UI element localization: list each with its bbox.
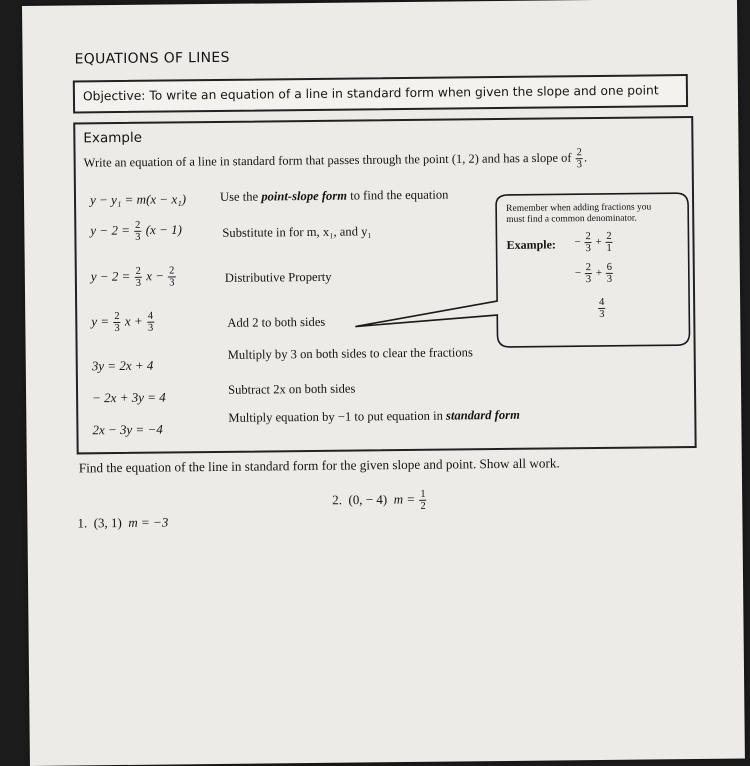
problem-1-number: 1. xyxy=(77,515,88,531)
problem-1-point: (3, 1) xyxy=(93,514,122,531)
step-6-equation: − 2x + 3y = 4 xyxy=(92,389,166,406)
step-5-description: Multiply by 3 on both sides to clear the fractions xyxy=(227,345,473,362)
problem-2 xyxy=(332,489,428,513)
step-2-description: Substitute in for m, x₁, and y₁ xyxy=(222,224,372,240)
objective-box xyxy=(73,74,688,113)
problem-2-point: (0, − 4) xyxy=(348,491,388,508)
problem-2-number: 2. xyxy=(332,492,343,508)
callout-example-label: Example: xyxy=(506,237,556,252)
step-5-equation: 3y = 2x + 4 xyxy=(91,357,154,374)
callout-line-1: Remember when adding fractions you xyxy=(506,202,652,214)
example-box xyxy=(73,116,696,454)
step-6-description: Subtract 2x on both sides xyxy=(227,381,356,397)
callout-row-3: $\frac{4}{3}$ xyxy=(599,296,605,320)
example-label: Example xyxy=(83,129,143,147)
objective-label: Objective: xyxy=(82,88,146,104)
step-3-equation: y − 2 = $\frac{2}{3}$ x − $\frac{2}{3}$ xyxy=(90,265,175,289)
callout-line-2: must find a common denominator. xyxy=(506,213,637,225)
problem-2-slope-fraction: $\frac{1}{2}$ xyxy=(420,488,426,512)
step-7-description: Multiply equation by −1 to put equation in standard form xyxy=(228,407,520,425)
step-1-equation: y − y₁ = m(x − x₁) xyxy=(89,191,187,208)
step-4-equation: y = $\frac{2}{3}$ x + $\frac{4}{3}$ xyxy=(91,310,154,335)
prompt-period: . xyxy=(583,150,588,165)
objective-text xyxy=(83,83,659,103)
slope-denominator: 3 xyxy=(576,159,583,171)
page-title: EQUATIONS OF LINES xyxy=(74,49,230,68)
callout-row-2: − $\frac{2}{3}$ + $\frac{6}{3}$ xyxy=(574,261,613,286)
problem-1-slope: m = −3 xyxy=(128,514,169,530)
practice-heading: Find the equation of the line in standard form for the given slope and point. Show all work. xyxy=(78,455,560,476)
step-4-description: Add 2 to both sides xyxy=(227,314,326,330)
objective-body: To write an equation of a line in standard form when given the slope and one point xyxy=(149,83,659,103)
step-1-description: Use the point-slope form to find the equation xyxy=(219,187,449,204)
problem-2-m: m = xyxy=(393,491,416,507)
step-7-equation: 2x − 3y = −4 xyxy=(92,421,163,438)
problem-1 xyxy=(77,514,168,531)
example-prompt-text: Write an equation of a line in standard form that passes through the point (1, 2) and has a slope of xyxy=(83,150,572,170)
step-3-description: Distributive Property xyxy=(224,269,332,285)
slope-numerator: 2 xyxy=(576,147,582,159)
step-2-equation: y − 2 = $\frac{2}{3}$ (x − 1) xyxy=(90,219,182,243)
worksheet-page xyxy=(22,0,745,766)
callout-row-1: − $\frac{2}{3}$ + $\frac{2}{1}$ xyxy=(574,230,612,255)
